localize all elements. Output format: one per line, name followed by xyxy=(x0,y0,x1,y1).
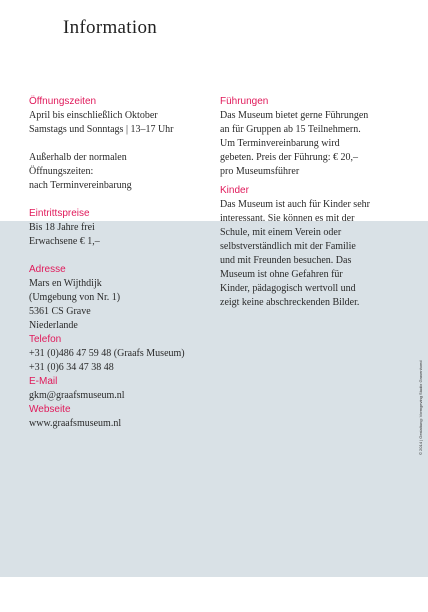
tours-line: Um Terminvereinbarung wird xyxy=(220,138,340,149)
tours-line: an für Gruppen ab 15 Teilnehmern. xyxy=(220,124,361,135)
children-line: zeigt keine abschreckenden Bilder. xyxy=(220,297,360,308)
children-line: Das Museum ist auch für Kinder sehr xyxy=(220,199,370,210)
admission-line: Bis 18 Jahre frei xyxy=(29,222,95,233)
children-line: Museum ist ohne Gefahren für xyxy=(220,269,343,280)
opening-extra-line: Öffnungszeiten: xyxy=(29,166,94,177)
tours-line: pro Museumsführer xyxy=(220,166,300,177)
children-line: und mit Freunden besuchen. Das xyxy=(220,255,352,266)
right-column xyxy=(220,95,420,310)
opening-extra-line: Außerhalb der normalen xyxy=(29,152,127,163)
left-column xyxy=(29,95,209,431)
opening-extra-line: nach Terminvereinbarung xyxy=(29,180,132,191)
website-heading: Webseite xyxy=(29,404,71,415)
children-line: interessant. Sie können es mit der xyxy=(220,213,355,224)
phone-line: +31 (0)486 47 59 48 (Graafs Museum) xyxy=(29,348,185,359)
page-title: Information xyxy=(63,17,158,38)
children-line: Kinder, pädagogisch wertvoll und xyxy=(220,283,356,294)
tours-heading: Führungen xyxy=(220,96,269,107)
opening-hours-heading: Öffnungszeiten xyxy=(29,96,97,107)
address-heading: Adresse xyxy=(29,264,66,275)
website-link[interactable]: www.graafsmuseum.nl xyxy=(29,418,122,429)
phone-heading: Telefon xyxy=(29,334,62,345)
address-line: Niederlande xyxy=(29,320,78,331)
children-line: selbstverständlich mit der Familie xyxy=(220,241,356,252)
tours-line: gebeten. Preis der Führung: € 20,– xyxy=(220,152,359,163)
address-line: Mars en Wijthdijk xyxy=(29,278,102,289)
email-link[interactable]: gkm@graafsmuseum.nl xyxy=(29,390,125,401)
email-heading: E-Mail xyxy=(29,376,58,387)
address-line: (Umgebung von Nr. 1) xyxy=(29,292,121,303)
admission-line: Erwachsene € 1,– xyxy=(29,236,100,247)
opening-hours-line: April bis einschließlich Oktober xyxy=(29,110,158,121)
design-credit: © 2014 | Gestaltung: Vormgeving Studio Gravenhoed xyxy=(418,360,423,455)
address-line: 5361 CS Grave xyxy=(29,306,91,317)
opening-hours-line: Samstags und Sonntags | 13–17 Uhr xyxy=(29,124,174,135)
admission-heading: Eintrittspreise xyxy=(29,208,90,219)
children-heading: Kinder xyxy=(220,185,249,196)
phone-line: +31 (0)6 34 47 38 48 xyxy=(29,362,114,373)
tours-line: Das Museum bietet gerne Führungen xyxy=(220,110,369,121)
children-line: Schule, mit einem Verein oder xyxy=(220,227,342,238)
